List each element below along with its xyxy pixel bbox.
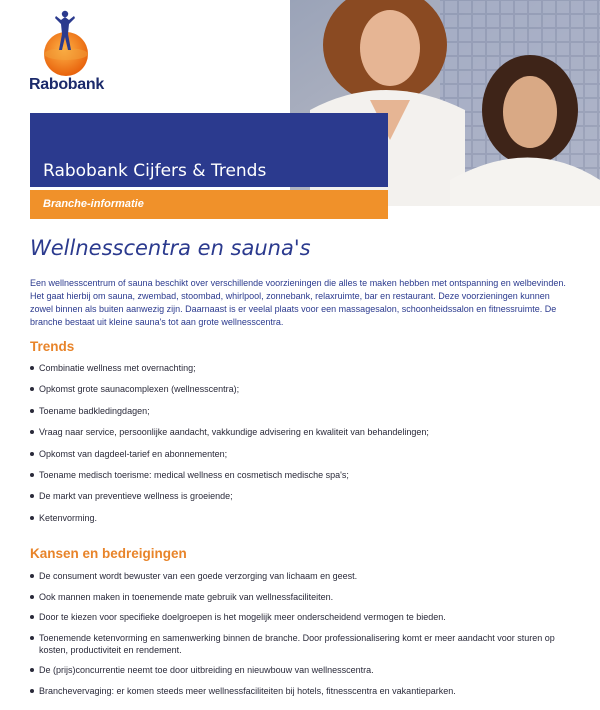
header-band <box>30 113 388 187</box>
kansen-heading: Kansen en bedreigingen <box>30 546 187 561</box>
list-item: De markt van preventieve wellness is groeiende; <box>30 490 578 502</box>
list-item: Door te kiezen voor specifieke doelgroepen is het mogelijk meer onderscheidend vermogen te bieden. <box>30 611 578 623</box>
page-title: Wellnesscentra en sauna's <box>30 236 311 260</box>
list-item: Toenemende ketenvorming en samenwerking binnen de branche. Door professionalisering komt er meer aandacht voor sturen op kosten, productiviteit en rendement. <box>30 632 578 656</box>
list-item: Opkomst grote saunacomplexen (wellnesscentra); <box>30 383 578 395</box>
header-title: Rabobank Cijfers & Trends <box>43 161 267 181</box>
subheader-band <box>30 190 388 219</box>
list-item: Ook mannen maken in toenemende mate gebruik van wellnessfaciliteiten. <box>30 591 578 603</box>
trends-list <box>30 362 578 533</box>
header-subtitle: Branche-informatie <box>43 198 144 210</box>
list-item: De consument wordt bewuster van een goede verzorging van lichaam en geest. <box>30 570 578 582</box>
list-item: Branchevervaging: er komen steeds meer wellnessfaciliteiten bij hotels, fitnesscentra en vakantieparken. <box>30 685 578 697</box>
list-item: Toename medisch toerisme: medical wellness en cosmetisch medische spa's; <box>30 469 578 481</box>
intro-paragraph: Een wellnesscentrum of sauna beschikt over verschillende voorzieningen die alles te maken hebben met ontspanning en welbevinden. Het gaat hierbij om sauna, zwembad, stoombad, whirlpool, zonnebank, relaxruimte, bar en restaurant. Deze voorzieningen kunnen zowel binnen als buiten aanwezig zijn. Daarnaast is er veelal plaats voor een massagesalon, schoonheidssalon en fitnessruimte. De branche bestaat uit kleine sauna's tot aan grote wellnesscentra. <box>30 278 566 327</box>
list-item: Ketenvorming. <box>30 512 578 524</box>
list-item: Vraag naar service, persoonlijke aandacht, vakkundige advisering en kwaliteit van behandelingen; <box>30 426 578 438</box>
list-item: Toename badkledingdagen; <box>30 405 578 417</box>
trends-heading: Trends <box>30 339 75 354</box>
brand-name: Rabobank <box>29 76 104 93</box>
kansen-list <box>30 570 578 706</box>
list-item: De (prijs)concurrentie neemt toe door uitbreiding en nieuwbouw van wellnesscentra. <box>30 664 578 676</box>
list-item: Opkomst van dagdeel-tarief en abonnementen; <box>30 448 578 460</box>
list-item: Combinatie wellness met overnachting; <box>30 362 578 374</box>
